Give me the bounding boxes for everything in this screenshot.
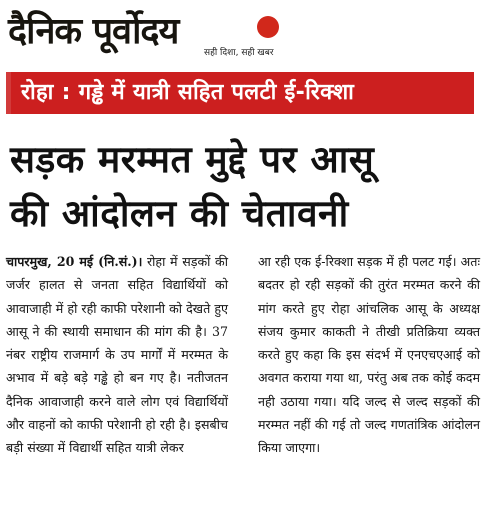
logo-dot-icon	[257, 16, 279, 38]
headline-line-1: सड़क मरम्मत मुद्दे पर आसू	[10, 138, 375, 181]
dateline: चापरमुख, 20 मई (नि.सं.)।	[6, 254, 143, 269]
newspaper-tagline: सही दिशा, सही खबर	[204, 48, 274, 58]
article-column-right	[258, 250, 480, 460]
article-column-left	[6, 250, 228, 460]
newspaper-logo: दैनिक पूर्वोदय	[8, 10, 179, 52]
headline-line-2: की आंदोलन की चेतावनी	[10, 192, 349, 235]
banner-text: रोहा : गड्ढे में यात्री सहित पलटी ई-रिक्शा	[21, 80, 355, 105]
article-body-left: रोहा में सड़कों की जर्जर हालत से जनता सहित विद्यार्थियों को आवाजाही में हो रही काफी परेशानी को देखते हुए आसू ने की स्थायी समाधान की मांग की है। 37 नंबर राष्ट्रीय राजमार्ग के उप मार्गों में मरम्मत के अभाव में बड़े बड़े गड्ढे हो बन गए है। नतीजतन दैनिक आवाजाही करने वाले लोग एवं विद्यार्थियों और वाहनों को काफी परेशानी हो रही है। इसबीच बड़ी संख्या में विद्यार्थी सहित यात्री लेकर	[6, 254, 228, 456]
sub-headline-banner	[6, 72, 474, 114]
masthead	[8, 6, 308, 60]
article-body-right: आ रही एक ई-रिक्शा सड़क में ही पलट गई। अतः बदतर हो रही सड़कों की तुरंत मरम्मत करने की मांग करते हुए रोहा आंचलिक आसू के अध्यक्ष संजय कुमार काकती ने तीखी प्रतिक्रिया व्यक्त करते हुए कहा कि इस संदर्भ में एनएचएआई को अवगत कराया गया था, परंतु अब तक कोई कदम नही उठाया गया। यदि जल्द से जल्द सड़कों की मरम्मत नहीं की गई तो जल्द गणतांत्रिक आंदोलन किया जाएगा।	[258, 254, 480, 456]
